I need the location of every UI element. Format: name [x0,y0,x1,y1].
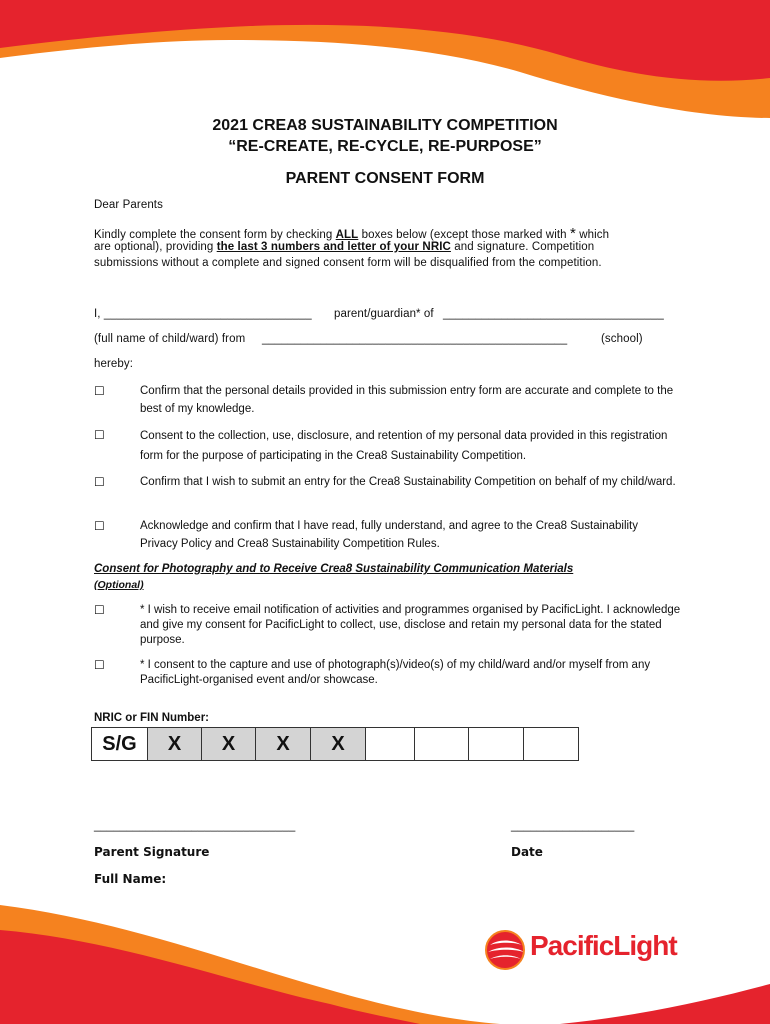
nric-prefix-box: S/G [91,727,148,761]
instructions-line-1: Kindly complete the consent form by checking ALL boxes below (except those marked with * which [94,225,610,242]
signature-line[interactable]: _______________________________ [94,820,296,832]
optional-text-1: * I wish to receive email notification of activities and programmes organised by PacificLight. I acknowledge and give my consent for PacificLight to collect, use, disclose and retain my personal data for the stated purpose. [140,604,681,646]
nric-input-box[interactable] [468,727,524,761]
greeting: Dear Parents [94,199,163,211]
bottom-right-red-wave [560,984,770,1024]
optional-text-2: * I consent to the capture and use of photograph(s)/video(s) of my child/ward and/or myself from any PacificLight-organised event and/or showcase. [140,659,651,686]
consent-text-3: Confirm that I wish to submit an entry for the Crea8 Sustainability Competition on behalf of my child/ward. [140,476,676,488]
consent-text-2: Consent to the collection, use, disclosure, and retention of my personal data provided in this registration form for the purpose of participating in the Crea8 Sustainability Competition. [140,430,668,462]
consent-checkbox-4[interactable]: ☐ [94,519,105,533]
school-label: (school) [601,333,643,345]
consent-text-4: Acknowledge and confirm that I have read, fully understand, and agree to the Crea8 Sustainability Privacy Policy and Crea8 Sustainability Competition Rules. [140,520,638,550]
hereby-label: hereby: [94,358,134,370]
child-ward-label: (full name of child/ward) from [94,333,246,345]
nric-masked-box: X [147,727,202,761]
full-name-label: Full Name: [94,872,167,886]
parent-signature-label: Parent Signature [94,845,210,859]
competition-title: 2021 CREA8 SUSTAINABILITY COMPETITION [212,117,558,134]
nric-masked-box: X [255,727,311,761]
nric-input-box[interactable] [365,727,415,761]
parent-guardian-label: parent/guardian* of [334,308,434,320]
nric-label: NRIC or FIN Number: [94,712,209,724]
optional-label: (Optional) [94,579,144,591]
pacificlight-logo-text: PacificLight [530,930,677,961]
parent-name-field[interactable]: I, ________________________________ [94,308,312,320]
consent-text-1: Confirm that the personal details provided in this submission entry form are accurate and complete to the best of my knowledge. [140,385,674,415]
nric-input-box[interactable] [414,727,469,761]
nric-masked-box: X [201,727,256,761]
optional-checkbox-1[interactable]: ☐ [94,603,105,617]
nric-masked-box: X [310,727,366,761]
school-field[interactable]: _______________________________________________ [262,333,568,345]
competition-subtitle: “RE-CREATE, RE-CYCLE, RE-PURPOSE” [228,138,542,155]
instructions-line-3: submissions without a complete and signed consent form will be disqualified from the competition. [94,257,602,269]
photo-consent-heading: Consent for Photography and to Receive Crea8 Sustainability Communication Materials [94,563,574,575]
date-line[interactable]: ___________________ [511,820,635,832]
optional-checkbox-2[interactable]: ☐ [94,658,105,672]
date-label: Date [511,845,543,859]
consent-checkbox-3[interactable]: ☐ [94,475,105,489]
form-title: PARENT CONSENT FORM [285,170,485,187]
child-name-field[interactable]: __________________________________ [443,308,664,320]
pacificlight-logo-icon [484,929,526,971]
nric-input-box[interactable] [523,727,579,761]
instructions-line-2: are optional), providing the last 3 numbers and letter of your NRIC and signature. Competition [94,241,595,253]
consent-checkbox-1[interactable]: ☐ [94,384,105,398]
consent-checkbox-2[interactable]: ☐ [94,428,105,442]
